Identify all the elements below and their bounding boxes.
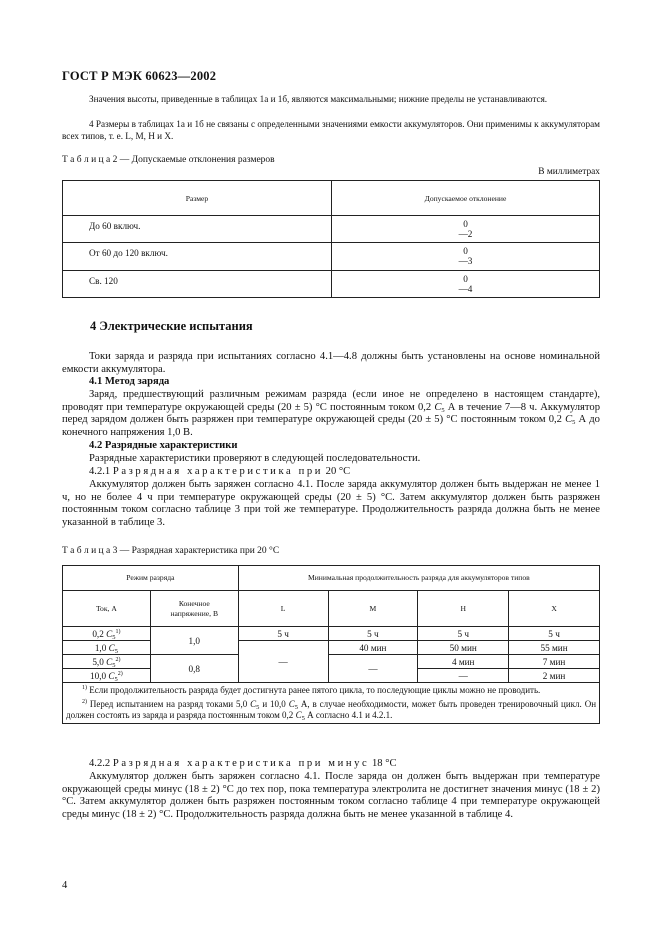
heading-4-1: 4.1 Метод заряда bbox=[89, 376, 170, 387]
table-2 bbox=[62, 180, 600, 298]
table-3 bbox=[62, 565, 600, 724]
note-sizes: 4 Размеры в таблицах 1а и 1б не связаны с определенными значениями емкости аккумуляторов. Они применимы к аккумуляторам всех типов, т. е. L, M, H и X. bbox=[62, 119, 600, 142]
table3-caption: Т а б л и ц а 3 — Разрядная характеристика при 20 °С bbox=[62, 546, 280, 556]
section-title: 4 Электрические испытания bbox=[90, 319, 253, 333]
heading-4-2-2: 4.2.2 Разрядная характеристика при минус 18 °С bbox=[89, 758, 397, 769]
table3-header-type-m: M bbox=[328, 591, 418, 627]
heading-4-2-1: 4.2.1 Разрядная характеристика при 20 °С bbox=[89, 466, 351, 477]
table3-header-type-l: L bbox=[238, 591, 328, 627]
paragraph-4-2-1: Аккумулятор должен быть заряжен согласно 4.1. После заряда аккумулятор должен быть выдержан не менее 1 ч, но не более 4 ч при температуре окружающей среды (20 ± 5) °С. Затем аккумулятор должен быть разряжен постоянным током согласно таблице 3 при той же температуре. Продолжительность разряда должна быть не менее указанной в таблице 3. bbox=[62, 479, 600, 528]
table3-footnotes bbox=[63, 683, 600, 724]
table2-header-size: Размер bbox=[63, 181, 332, 216]
table3-header-type-x: X bbox=[509, 591, 600, 627]
heading-4-2: 4.2 Разрядные характеристики bbox=[89, 440, 238, 451]
table-row: 0,2 $C_5^{1)}$ 1,0 5 ч 5 ч 5 ч 5 ч bbox=[63, 627, 600, 641]
page-number: 4 bbox=[62, 880, 68, 891]
table-row: 10,0 $C_5^{2)}$ — 2 мин bbox=[63, 669, 600, 683]
table3-header-voltage: Конечное напряжение, В bbox=[150, 591, 238, 627]
table3-header-current: Ток, А bbox=[63, 591, 151, 627]
standard-header: ГОСТ Р МЭК 60623—2002 bbox=[62, 69, 217, 83]
note-heights: Значения высоты, приведенные в таблицах 1а и 1б, являются максимальными; нижние пределы не устанавливаются. bbox=[89, 94, 548, 104]
table-row: Св. 120 0 —4 bbox=[63, 271, 600, 298]
table3-header-duration: Минимальная продолжительность разряда для аккумуляторов типов bbox=[238, 566, 599, 591]
table3-header-type-h: H bbox=[418, 591, 509, 627]
table2-unit: В миллиметрах bbox=[538, 167, 600, 177]
paragraph-4-2-2: Аккумулятор должен быть заряжен согласно 4.1. После заряда он должен быть выдержан при температуре окружающей среды минус (18 ± 2) °С до тех пор, пока температура электролита не достигнет значения минус (18 ± 2) °С. Затем аккумулятор должен быть разряжен постоянным током согласно таблице 4 при температуре окружающей среды минус (18 ± 2) °С. Продолжительность разряда должна быть не менее указанной в таблице 4. bbox=[62, 771, 600, 820]
paragraph-4-1: Заряд, предшествующий различным режимам разряда (если иное не определено в настоящем стандарте), проводят при температуре окружающей среды (20 ± 5) °С постоянным током 0,2 $C_5$ А в течение 7—8 ч. Аккумулятор перед зарядом должен быть разряжен при температуре окружающей среды (20 ± 5) °С постоянным током 0,2 $C_5$ А до конечного напряжения 1,0 В. bbox=[62, 389, 600, 438]
table-row: 1,0 $C_5$ — 40 мин 50 мин 55 мин bbox=[63, 641, 600, 655]
table2-header-deviation: Допускаемое отклонение bbox=[332, 181, 600, 216]
footnote-1: $^{1)}$ Если продолжительность разряда будет достигнута ранее пятого цикла, то последующие циклы можно не проводить. bbox=[82, 685, 541, 695]
table-row: От 60 до 120 включ. 0 —3 bbox=[63, 243, 600, 271]
section-intro: Токи заряда и разряда при испытаниях согласно 4.1—4.8 должны быть установлены на основе номинальной емкости аккумулятора. bbox=[62, 351, 600, 375]
table-row: 5,0 $C_5^{2)}$ 0,8 — 4 мин 7 мин bbox=[63, 655, 600, 669]
paragraph-4-2: Разрядные характеристики проверяют в следующей последовательности. bbox=[89, 453, 421, 464]
table3-header-mode: Режим разряда bbox=[63, 566, 239, 591]
table-row: До 60 включ. 0 —2 bbox=[63, 216, 600, 243]
table2-caption: Т а б л и ц а 2 — Допускаемые отклонения размеров bbox=[62, 155, 275, 165]
footnote-2: $^{2)}$ Перед испытанием на разряд токами 5,0 $C_5$ и 10,0 $C_5$ А, в случае необходимости, может быть проведен тренировочный цикл. Он должен состоять из заряда и разряда постоянным током 0,2 $C_5$ А согласно 4.1 и 4.2.1. bbox=[66, 699, 597, 722]
